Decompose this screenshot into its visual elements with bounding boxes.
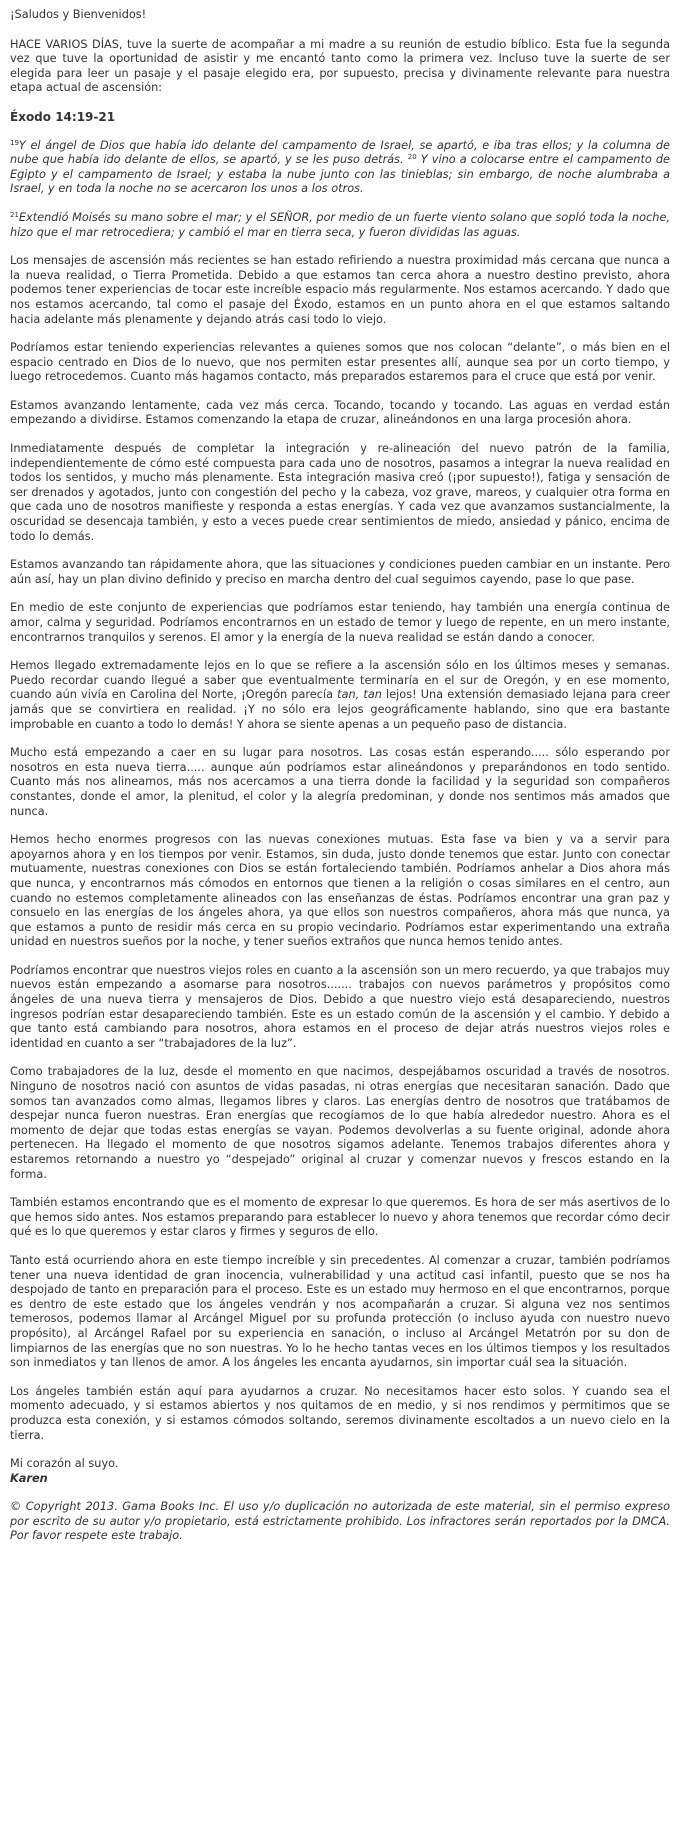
verse-text: Extendió Moisés su mano sobre el mar; y el SEÑOR, por medio de un fuerte viento solano que sopló toda la noche, hizo que el mar retrocediera; y cambió el mar en tierra seca, y fueron divididas las aguas. (10, 210, 670, 239)
verse-number: 19 (10, 138, 19, 147)
body-paragraph: Podríamos encontrar que nuestros viejos roles en cuanto a la ascensión son un mero recuerdo, ya que trabajos muy nuevos están empezando a asomarse para nosotros....... trabajos con nuevos parámetros y propósitos como ángeles de una nueva tierra y mensajeros de Dios. Debido a que nuestro viejo está desapareciendo, nuestros ingresos podrían estar desapareciendo también. Este es un estado común de la ascensión y el cambio. Y debido a que tanto está cambiando para nosotros, ahora estamos en el proceso de dejar atrás nuestros viejos roles e identidad en cuanto a ser “trabajadores de la luz”. (10, 963, 670, 1050)
paragraph-text: lejos! Una extensión demasiado lejana para creer jamás que se convirtiera en realidad. ¡Y no sólo era lejos geográficamente hablando, sino que era bastante improbable en cuanto a todo lo demás! Y ahora se siente apenas a un pequeño paso de distancia. (10, 688, 670, 731)
body-paragraph: En medio de este conjunto de experiencias que podríamos estar teniendo, hay también una energía continua de amor, calma y seguridad. Podríamos encontrarnos en un estado de temor y luego de repente, en un mero instante, encontrarnos tranquilos y serenos. El amor y la energía de la nueva realidad se están dando a conocer. (10, 601, 670, 644)
body-paragraph: Estamos avanzando tan rápidamente ahora, que las situaciones y condiciones pueden cambiar en un instante. Pero aún así, hay un plan divino definido y preciso en marcha dentro del cual seguimos cayendo, pase lo que pase. (10, 558, 670, 586)
emphasis-text: tan, tan (337, 688, 382, 702)
body-paragraph-oregon (10, 659, 670, 732)
intro-paragraph: HACE VARIOS DÍAS, tuve la suerte de acompañar a mi madre a su reunión de estudio bíblico. Esta fue la segunda vez que tuve la oportunidad de asistir y me encantó tanto como la primera vez. Incluso tuve la suerte de ser elegida para leer un pasaje y el pasaje elegido era, por supuesto, precisa y divinamente relevante para nuestra etapa actual de ascensión: (10, 37, 670, 95)
verse-number: 20 (407, 153, 417, 162)
body-paragraph: Hemos hecho enormes progresos con las nuevas conexiones mutuas. Esta fase va bien y va a servir para apoyarnos ahora y en los tiempos por venir. Estamos, sin duda, justo donde tenemos que estar. Junto con conectar mutuamente, nuestras conexiones con Dios se están fortaleciendo también. Podríamos anhelar a Dios ahora más que nunca, y encontrarnos más cómodos en entornos que tienen a la religión o cosas similares en el centro, aun cuando no estemos completamente alineados con las enseñanzas de éstas. Podríamos encontrar una gran paz y consuelo en las energías de los ángeles ahora, ya que ellos son nuestros compañeros, ahora más que nunca, ya que estamos a punto de residir más cerca en su propio vecindario. Podríamos estar experimentando una extraña unidad en nuestros sueños por la noche, y tener sueños extraños que nunca hemos tenido antes. (10, 833, 670, 949)
signature: Karen (10, 1471, 48, 1485)
body-paragraph: Como trabajadores de la luz, desde el momento en que nacimos, despejábamos oscuridad a través de nosotros. Ninguno de nosotros nació con asuntos de vidas pasadas, ni otras energías que necesitaran sanación. Dado que somos tan avanzados como almas, llegamos libres y claros. Las energías dentro de nosotros que tratábamos de despejar nunca fueron nuestras. Eran energías que recogíamos de lo que había alrededor nuestro. Ahora es el momento de dejar que todas estas energías se vayan. Podemos devolverlas a su fuente original, adonde ahora pertenecen. Ha llegado el momento de que nosotros sigamos adelante. Tenemos trabajos diferentes ahora y estaremos retornando a nuestro yo “despejado” original al cruzar y comenzar nuevos y frescos estando en la forma. (10, 1065, 670, 1181)
verse-number: 21 (10, 210, 19, 219)
greeting: ¡Saludos y Bienvenidos! (10, 8, 147, 21)
verse-block-19-20 (10, 139, 670, 197)
closing-line: Mi corazón al suyo. (10, 1457, 119, 1471)
signoff (10, 1457, 670, 1486)
verse-text: Y el ángel de Dios que había ido delante del campamento de Israel, se apartó, e iba tras ellos; y la columna de nube que había ido delante de ellos, se apartó, y se les puso detrás. (10, 138, 670, 167)
body-paragraph: Los ángeles también están aquí para ayudarnos a cruzar. No necesitamos hacer esto solos. Y cuando sea el momento adecuado, y si estamos abiertos y nos quitamos de en medio, y si nos rendimos y permitimos que se produzca esta conexión, y si estamos cómodos soltando, seremos divinamente escoltados a un nuevo cielo en la tierra. (10, 1384, 670, 1442)
body-paragraph: Tanto está ocurriendo ahora en este tiempo increíble y sin precedentes. Al comenzar a cruzar, también podríamos tener una nueva identidad de gran inocencia, vulnerabilidad y una actitud casi infantil, puesto que se nos ha despojado de tanto en preparación para el proceso. Este es un estado muy hermoso en el que encontrarnos, porque es dentro de este estado que los ángeles vendrán y nos acompañarán a cruzar. Si alguna vez nos sentimos temerosos, podemos llamar al Arcángel Miguel por su profunda protección (o incluso ayuda con nuestro nuevo propósito), al Arcángel Rafael por su experiencia en sanación, o incluso al Arcángel Metatrón por su don de limpiarnos de las energías que no son nuestras. Yo lo he hecho tantas veces en los últimos tiempos y los resultados son inmediatos y tan llenos de amor. A los ángeles les encanta ayudarnos, sin importar cuál sea la situación. (10, 1253, 670, 1370)
body-paragraph: Estamos avanzando lentamente, cada vez más cerca. Tocando, tocando y tocando. Las aguas en verdad están empezando a dividirse. Estamos comenzando la etapa de cruzar, alineándonos en una larga procesión ahora. (10, 398, 670, 427)
paragraph-text: Hemos llegado extremadamente lejos en lo que se refiere a la ascensión sólo en los últimos meses y semanas. Puedo recordar cuando llegué a saber que eventualmente terminaría en el sur de Oregón, y en ese momento, cuando aún vivía en Carolina del Norte, ¡Oregón parecía (10, 659, 670, 702)
verse-block-21 (10, 211, 670, 240)
body-paragraph: Los mensajes de ascensión más recientes se han estado refiriendo a nuestra proximidad más cercana que nunca a la nueva realidad, o Tierra Prometida. Debido a que estamos tan cerca ahora a nuestro destino previsto, ahora podemos tener experiencias de tocar este increíble espacio más regularmente. Nos estamos acercando. Y dado que nos estamos acercando, tal como el pasaje del Éxodo, estamos en un punto ahora en el que estamos saltando hacia adelante más plenamente y dejando atrás casi todo lo viejo. (10, 254, 670, 326)
body-paragraph: Inmediatamente después de completar la integración y re-alineación del nuevo patrón de la familia, independientemente de cómo esté compuesta para cada uno de nosotros, pasamos a integrar la nueva realidad en todos los sentidos, y mucho más plenamente. Esta integración masiva creó (¡por supuesto!), fatiga y sensación de ser drenados y agotados, junto con congestión del pecho y la cabeza, voz grave, mareos, y cualquier otra forma en que cada uno de nosotros manifieste y responda a estas energías. Y cada vez que avanzamos sustancialmente, la oscuridad se desencaja también, y esto a veces puede crear sentimientos de miedo, ansiedad y pánico, encima de todo lo demás. (10, 442, 670, 543)
verse-text: Y vino a colocarse entre el campamento de Egipto y el campamento de Israel; y estaba la nube junto con las tinieblas; sin embargo, de noche alumbraba a Israel, y en toda la noche no se acercaron los unos a los otros. (10, 153, 671, 196)
body-paragraph: Podríamos estar teniendo experiencias relevantes a quienes somos que nos colocan “delante”, o más bien en el espacio centrado en Dios de lo nuevo, que nos permiten estar presentes allí, aunque sea por un corto tiempo, y luego retrocedemos. Cuanto más hagamos contacto, más preparados estaremos para el cruce que está por venir. (10, 341, 670, 384)
body-paragraph: Mucho está empezando a caer en su lugar para nosotros. Las cosas están esperando..... sólo esperando por nosotros en esta nueva tierra..... aunque aún podríamos estar alineándonos y preparándonos en todo sentido. Cuanto más nos alineamos, más nos acercamos a una tierra donde la facilidad y la seguridad son compañeros constantes, donde el amor, la plenitud, el color y la alegría predominan, y donde nos sentimos más amados que nunca. (10, 746, 670, 818)
scripture-reference: Éxodo 14:19-21 (10, 109, 116, 124)
body-paragraph: También estamos encontrando que es el momento de expresar lo que queremos. Es hora de ser más asertivos de lo que hemos sido antes. Nos estamos preparando para establecer lo nuevo y ahora tenemos que recordar cómo decir qué es lo que queremos y estar claros y firmes y seguros de ello. (10, 1196, 670, 1239)
copyright-notice: © Copyright 2013. Gama Books Inc. El uso y/o duplicación no autorizada de este material, sin el permiso expreso por escrito de su autor y/o propietario, está estrictamente prohibido. Los infractores serán reportados por la DMCA. Por favor respete este trabajo. (10, 1500, 670, 1543)
